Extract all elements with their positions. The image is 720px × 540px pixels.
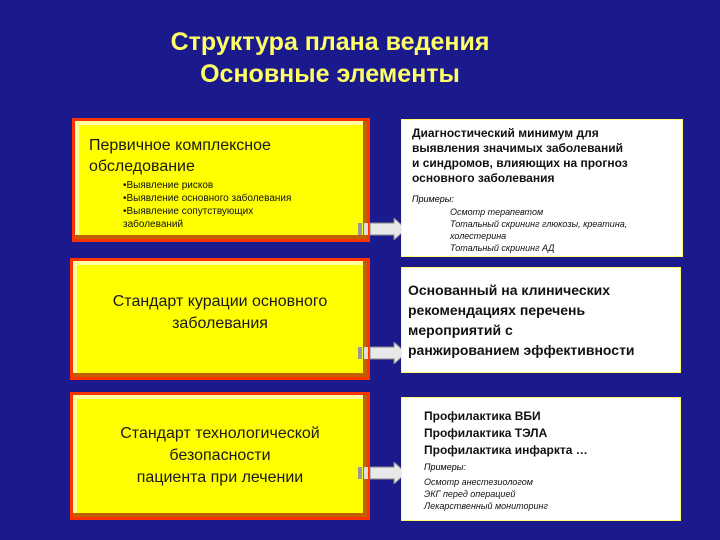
tech-safety-title bbox=[73, 423, 367, 489]
examples-label: Примеры: bbox=[424, 462, 466, 472]
text-line: Профилактика ВБИ bbox=[424, 409, 541, 423]
text-line: Основанный на клинических bbox=[408, 282, 611, 298]
text-line: и синдромов, влияющих на прогноз bbox=[412, 156, 628, 170]
curation-title-line: заболевания bbox=[172, 315, 268, 332]
example-item: Осмотр терапевтом bbox=[450, 207, 544, 217]
text-line: рекомендациях перечень bbox=[408, 302, 586, 318]
arrow-right-icon bbox=[358, 218, 408, 240]
examples-list bbox=[424, 476, 548, 512]
examples-list bbox=[450, 206, 627, 254]
text-line: Профилактика ТЭЛА bbox=[424, 426, 548, 440]
tech-title-line: безопасности bbox=[169, 447, 271, 464]
examples-label: Примеры: bbox=[412, 194, 454, 204]
curation-title-line: Стандарт курации основного bbox=[112, 293, 328, 310]
tech-title-line: Стандарт технологической bbox=[120, 425, 320, 442]
text-line: Профилактика инфаркта … bbox=[424, 443, 588, 457]
slide-title-line1: Структура плана ведения bbox=[170, 28, 490, 56]
text-line: ранжированием эффективности bbox=[408, 342, 635, 358]
example-item: Тотальный скрининг АД bbox=[450, 243, 555, 253]
diagnostic-minimum-text bbox=[412, 126, 628, 186]
example-item: ЭКГ перед операцией bbox=[424, 489, 516, 499]
example-item: Осмотр анестезиологом bbox=[424, 477, 533, 487]
bullet-item: •Выявление сопутствующих bbox=[123, 206, 254, 217]
slide-title-line2: Основные элементы bbox=[200, 60, 460, 88]
arrow-right-icon bbox=[358, 342, 408, 364]
measures-list-box bbox=[402, 268, 680, 372]
bullet-item: заболеваний bbox=[123, 219, 184, 230]
diagnostic-minimum-box bbox=[402, 120, 682, 256]
example-item: Тотальный скрининг глюкозы, креатина, bbox=[450, 219, 628, 229]
measures-list-text bbox=[408, 280, 635, 360]
text-line: мероприятий с bbox=[408, 322, 513, 338]
prevention-text bbox=[424, 408, 588, 459]
primary-exam-box bbox=[72, 118, 370, 242]
bullet-item: •Выявление основного заболевания bbox=[123, 193, 292, 204]
tech-title-line: пациента при лечении bbox=[136, 469, 304, 486]
curation-standard-title bbox=[73, 291, 367, 335]
example-item: холестерина bbox=[450, 231, 507, 241]
text-line: основного заболевания bbox=[412, 171, 555, 185]
text-line: Диагностический минимум для bbox=[412, 126, 599, 140]
prevention-box bbox=[402, 398, 680, 520]
primary-exam-title: Первичное комплексное обследование bbox=[89, 137, 271, 175]
curation-standard-box bbox=[70, 258, 370, 380]
bullet-item: •Выявление рисков bbox=[123, 180, 214, 191]
example-item: Лекарственный мониторинг bbox=[424, 501, 548, 511]
text-line: выявления значимых заболеваний bbox=[412, 141, 623, 155]
tech-safety-box bbox=[70, 392, 370, 520]
arrow-right-icon bbox=[358, 462, 408, 484]
primary-exam-bullets bbox=[123, 179, 291, 231]
